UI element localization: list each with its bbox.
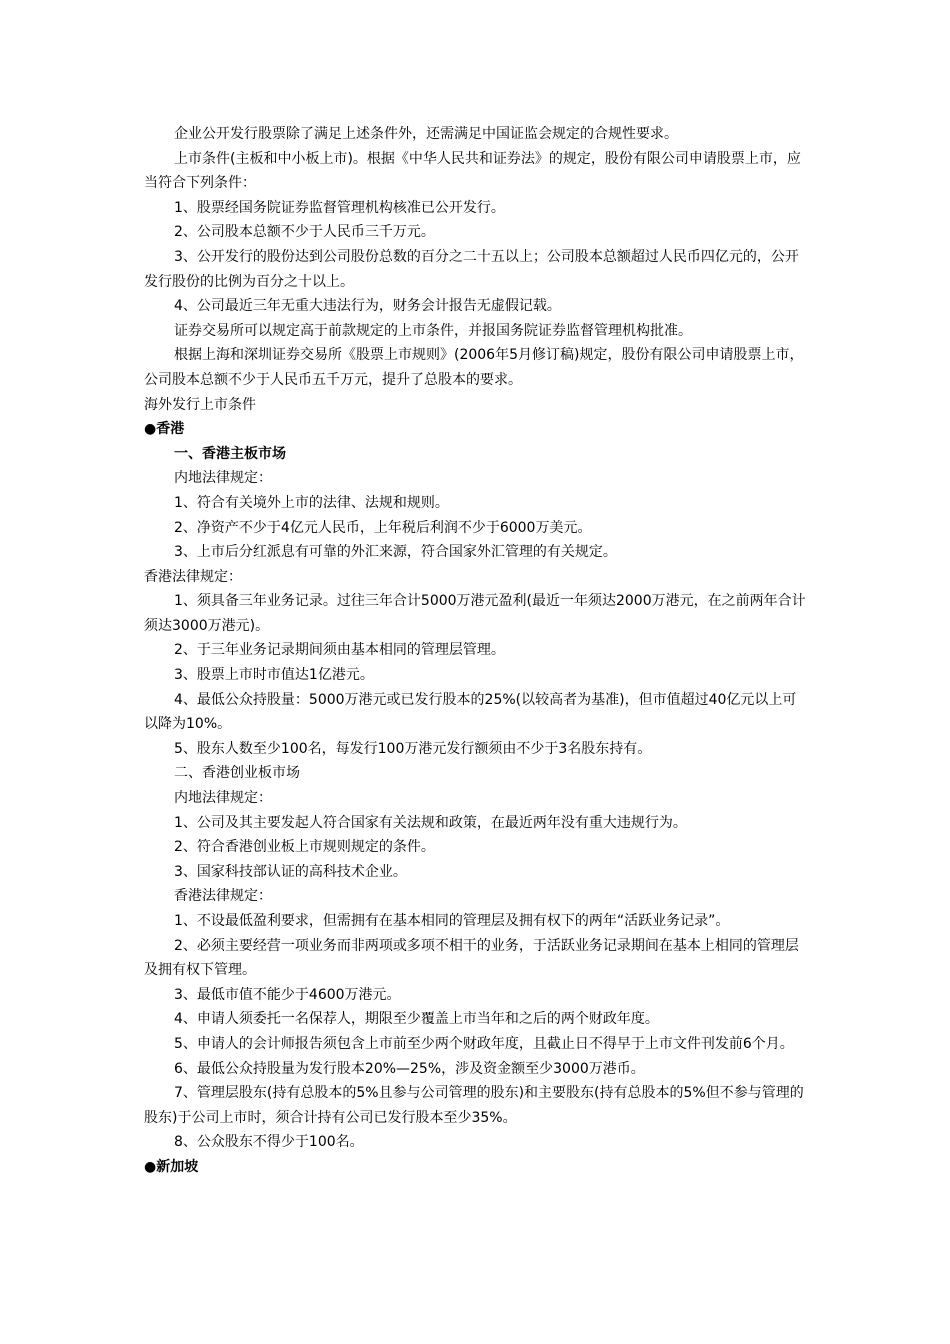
list-item: 1、不设最低盈利要求，但需拥有在基本相同的管理层及拥有权下的两年“活跃业务记录”。 (174, 913, 730, 929)
document-body (144, 122, 810, 1180)
list-item: 8、公众股东不得少于100名。 (174, 1134, 364, 1151)
subheading: 内地法律规定： (174, 790, 272, 807)
subsection-heading: 二、香港创业板市场 (174, 765, 300, 782)
list-item: 2、必须主要经营一项业务而非两项或多项不相干的业务，于活跃业务记录期间在基本上相同的管理层及拥有权下管理。 (144, 937, 799, 979)
list-item: 3、上市后分红派息有可靠的外汇来源，符合国家外汇管理的有关规定。 (174, 544, 617, 561)
list-item: 4、最低公众持股量：5000万港元或已发行股本的25%(以较高者为基准)，但市值超过40亿元以上可以降为10%。 (144, 691, 797, 733)
list-item: 4、公司最近三年无重大违法行为，财务会计报告无虚假记载。 (174, 298, 561, 315)
list-item: 2、净资产不少于4亿元人民币，上年税后利润不少于6000万美元。 (174, 519, 592, 536)
list-item: 3、最低市值不能少于4600万港元。 (174, 986, 401, 1003)
list-item: 2、符合香港创业板上市规则规定的条件。 (174, 839, 435, 856)
list-item: 4、申请人须委托一名保荐人，期限至少覆盖上市当年和之后的两个财政年度。 (174, 1011, 659, 1028)
list-item: 1、公司及其主要发起人符合国家有关法规和政策，在最近两年没有重大违规行为。 (174, 814, 687, 831)
list-item: 1、符合有关境外上市的法律、法规和规则。 (174, 494, 449, 511)
paragraph: 上市条件(主板和中小板上市)。根据《中华人民共和证券法》的规定，股份有限公司申请股票上市，应当符合下列条件： (144, 150, 801, 192)
paragraph: 企业公开发行股票除了满足上述条件外，还需满足中国证监会规定的合规性要求。 (174, 126, 678, 142)
list-item: 2、于三年业务记录期间须由基本相同的管理层管理。 (174, 642, 505, 659)
list-item: 7、管理层股东(持有总股本的5%且参与公司管理的股东)和主要股东(持有总股本的5%但不参与管理的股东)于公司上市时，须合计持有公司已发行股本至少35%。 (144, 1085, 804, 1126)
list-item: 5、申请人的会计师报告须包含上市前至少两个财政年度，且截止日不得早于上市文件刊发前6个月。 (174, 1035, 794, 1052)
region-heading-hong-kong: ●香港 (144, 421, 185, 438)
list-item: 5、股东人数至少100名，每发行100万港元发行额须由不少于3名股东持有。 (174, 740, 652, 757)
list-item: 3、股票上市时市值达1亿港元。 (174, 667, 374, 684)
paragraph: 证券交易所可以规定高于前款规定的上市条件，并报国务院证券监督管理机构批准。 (174, 322, 692, 339)
subheading: 香港法律规定： (144, 568, 242, 585)
list-item: 2、公司股本总额不少于人民币三千万元。 (174, 224, 435, 241)
subsection-heading: 一、香港主板市场 (174, 445, 286, 462)
list-item: 1、股票经国务院证券监督管理机构核准已公开发行。 (174, 199, 505, 216)
list-item: 3、公开发行的股份达到公司股份总数的百分之二十五以上；公司股本总额超过人民币四亿元的，公开发行股份的比例为百分之十以上。 (144, 248, 799, 290)
subheading: 内地法律规定： (174, 470, 272, 487)
paragraph: 根据上海和深圳证券交易所《股票上市规则》(2006年5月修订稿)规定，股份有限公司申请股票上市，公司股本总额不少于人民币五千万元，提升了总股本的要求。 (144, 347, 804, 388)
list-item: 6、最低公众持股量为发行股本20%—25%，涉及资金额至少3000万港币。 (174, 1060, 645, 1077)
list-item: 3、国家科技部认证的高科技术企业。 (174, 863, 407, 880)
section-heading: 海外发行上市条件 (144, 396, 256, 413)
region-heading-singapore: ●新加坡 (144, 1158, 199, 1175)
subheading: 香港法律规定： (174, 888, 272, 905)
list-item: 1、须具备三年业务记录。过往三年合计5000万港元盈利(最近一年须达2000万港元，在之前两年合计须达3000万港元)。 (144, 593, 806, 634)
